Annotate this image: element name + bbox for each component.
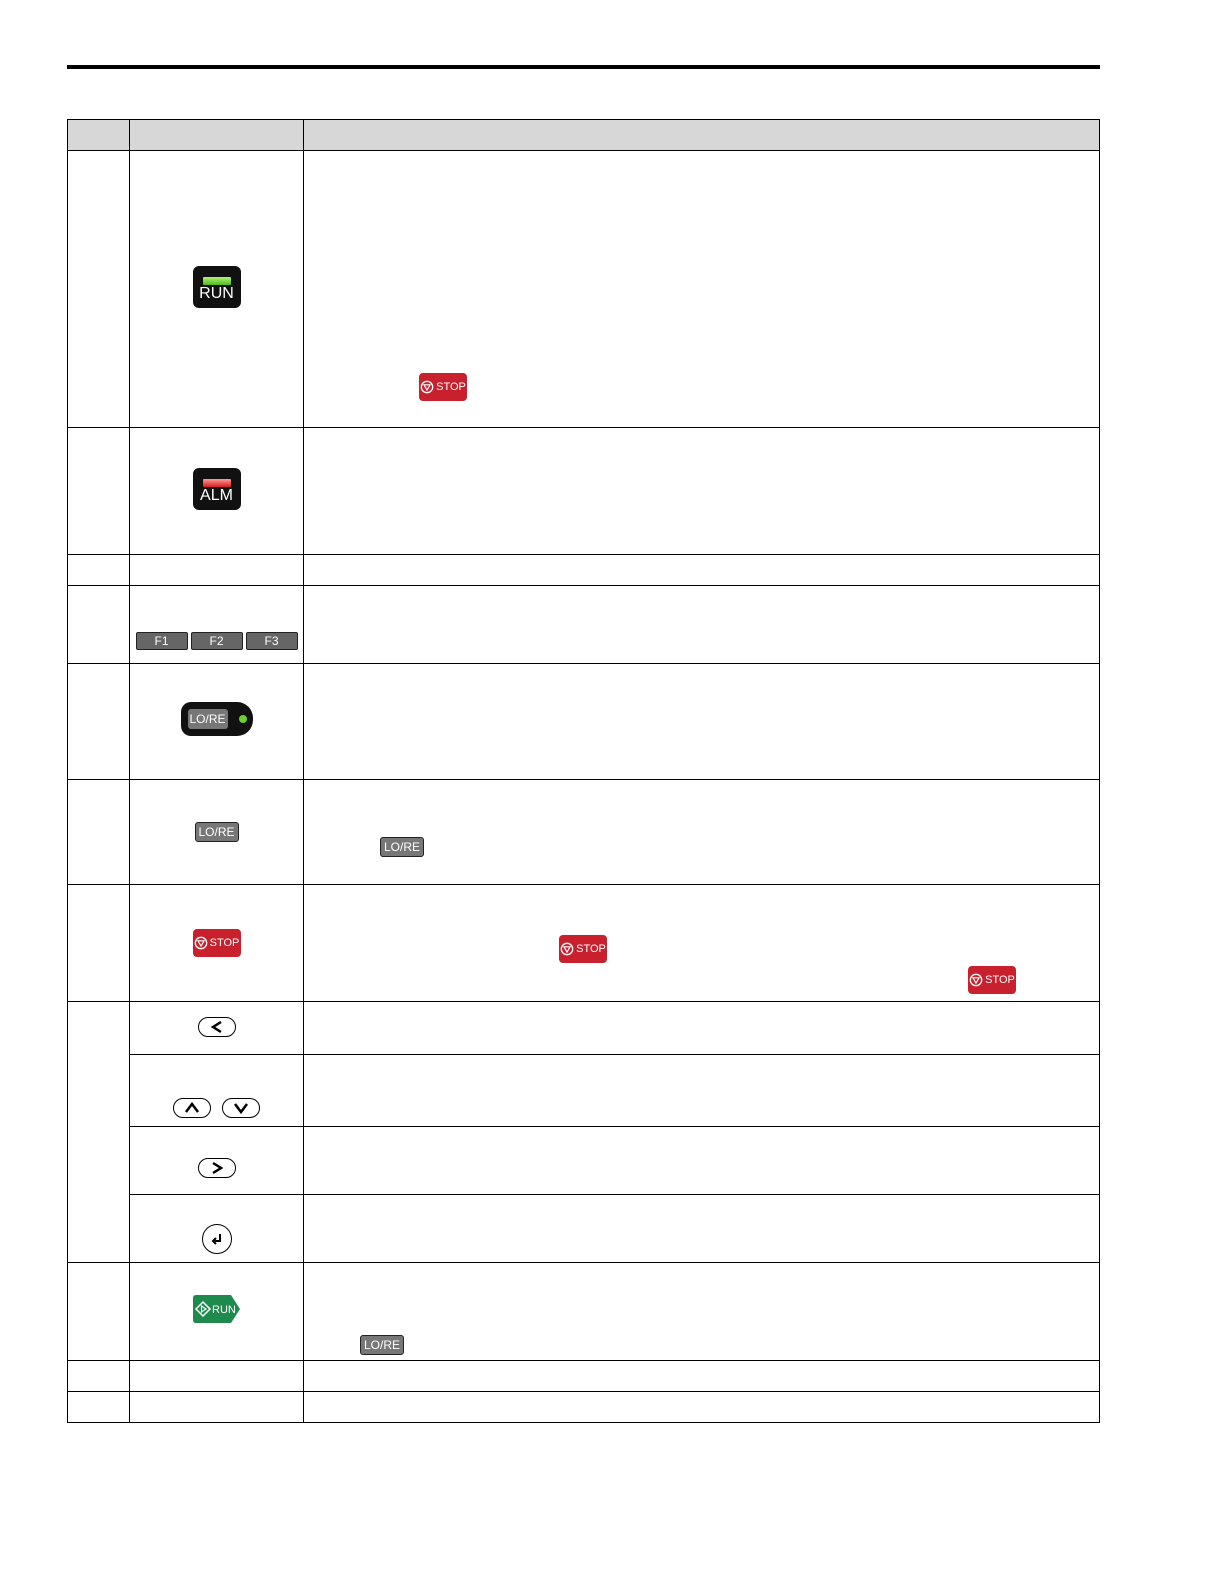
lore-key-inline: LO/RE <box>380 837 424 857</box>
up-arrow-icon <box>184 1101 200 1115</box>
lore-key-inline: LO/RE <box>360 1335 404 1355</box>
stop-key-inline: STOP <box>559 935 607 963</box>
table-row <box>68 780 1100 885</box>
keypad-table <box>67 119 1100 1423</box>
f2-key[interactable]: F2 <box>191 632 243 650</box>
header-no <box>68 120 130 151</box>
table-row <box>68 1127 1100 1195</box>
header-name <box>130 120 304 151</box>
header-rule <box>67 65 1100 69</box>
lore-led-label: LO/RE <box>188 709 228 729</box>
stop-key[interactable]: STOP <box>193 929 241 957</box>
table-row <box>68 1195 1100 1263</box>
table-row <box>68 1361 1100 1392</box>
header-function <box>304 120 1100 151</box>
table-row <box>68 151 1100 428</box>
stop-icon <box>560 942 574 956</box>
left-arrow-icon <box>209 1020 225 1034</box>
lore-key[interactable]: LO/RE <box>195 822 239 842</box>
stop-icon <box>194 936 208 950</box>
f1-key[interactable]: F1 <box>136 632 188 650</box>
alm-led-indicator <box>203 479 231 487</box>
table-row <box>68 555 1100 586</box>
lore-led-key[interactable] <box>181 702 253 736</box>
table-header-row <box>68 120 1100 151</box>
enter-key[interactable] <box>202 1224 232 1254</box>
run-key-label: RUN <box>211 1304 236 1316</box>
function-keys <box>130 586 303 650</box>
stop-icon <box>969 973 983 987</box>
stop-key-inline: STOP <box>419 373 467 401</box>
alm-led-label: ALM <box>200 486 233 504</box>
run-led-key[interactable] <box>193 266 241 308</box>
lore-led-indicator <box>239 715 247 723</box>
stop-key-inline: STOP <box>968 966 1016 994</box>
down-arrow-key[interactable] <box>222 1098 260 1118</box>
table-row <box>68 1002 1100 1055</box>
up-arrow-key[interactable] <box>173 1098 211 1118</box>
table-row <box>68 664 1100 780</box>
right-arrow-icon <box>209 1161 225 1175</box>
left-arrow-key[interactable] <box>198 1017 236 1037</box>
right-arrow-key[interactable] <box>198 1158 236 1178</box>
table-row <box>68 1392 1100 1423</box>
table-row <box>68 1263 1100 1361</box>
down-arrow-icon <box>233 1101 249 1115</box>
run-led-label: RUN <box>199 284 234 302</box>
run-key[interactable] <box>193 1295 241 1323</box>
alm-led-key[interactable] <box>193 468 241 510</box>
table-row <box>68 428 1100 555</box>
table-row <box>68 885 1100 1002</box>
table-row <box>68 1055 1100 1127</box>
enter-icon <box>209 1231 225 1247</box>
table-row <box>68 586 1100 664</box>
f3-key[interactable]: F3 <box>246 632 298 650</box>
run-led-indicator <box>203 277 231 285</box>
stop-icon <box>420 380 434 394</box>
